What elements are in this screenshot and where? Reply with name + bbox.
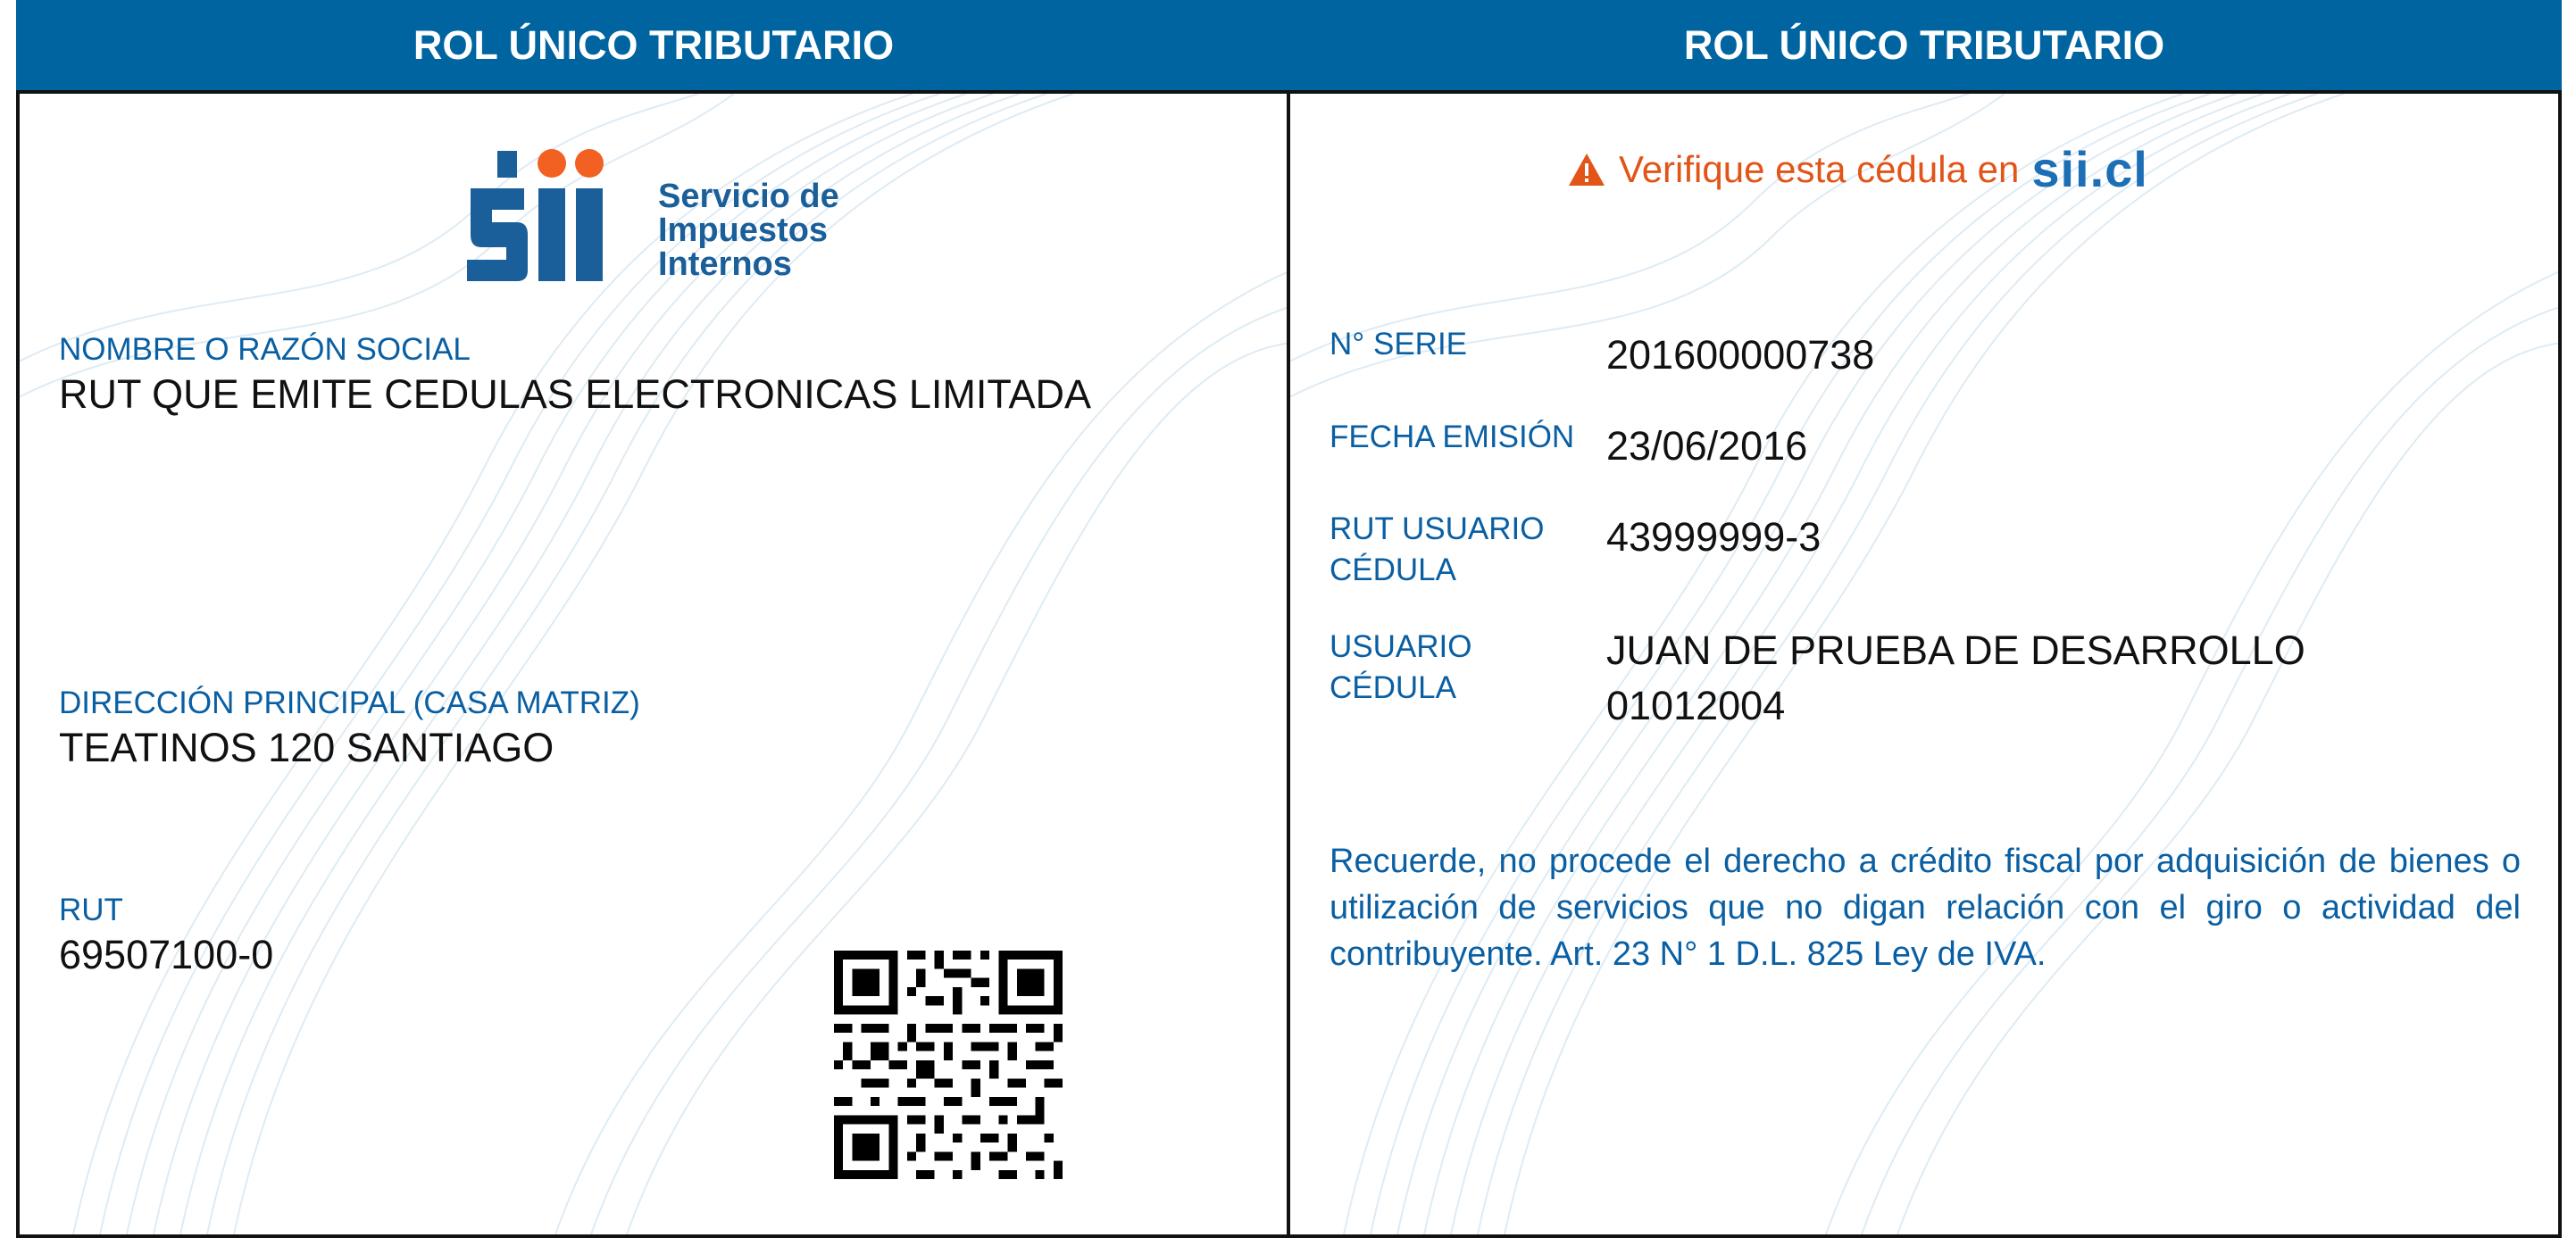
rut-usuario-label-2: CÉDULA	[1330, 553, 1456, 587]
usuario-label: USUARIO	[1330, 629, 1472, 664]
card-body	[16, 90, 1291, 1238]
serie-value: 201600000738	[1606, 332, 1875, 378]
legal-note: Recuerde, no procede el derecho a crédito fiscal por adquisición de bienes o utilización de servicios que no digan relación con el giro o actividad del contribuyente. Art. 23 N° 1 D.L. 825 Ley de IVA.	[1330, 843, 2521, 973]
card-body	[1287, 90, 2562, 1238]
fecha-emision-label: FECHA EMISIÓN	[1330, 420, 1575, 454]
card-header: ROL ÚNICO TRIBUTARIO	[16, 0, 1291, 90]
rut-label: RUT	[59, 893, 123, 927]
rut-usuario-value: 43999999-3	[1606, 514, 1822, 560]
rut-card-back	[1287, 0, 2562, 1238]
rut-value: 69507100-0	[59, 932, 274, 977]
rut-usuario-label: RUT USUARIO	[1330, 511, 1545, 546]
logo-text-line3: Internos	[658, 245, 792, 283]
sii-logo	[462, 145, 881, 288]
address-label: DIRECCIÓN PRINCIPAL (CASA MATRIZ)	[59, 685, 640, 720]
usuario-value: JUAN DE PRUEBA DE DESARROLLO	[1606, 627, 2305, 673]
serie-label: N° SERIE	[1330, 327, 1468, 361]
address-value: TEATINOS 120 SANTIAGO	[59, 725, 554, 770]
logo-text-line2: Impuestos	[658, 212, 829, 249]
warning-triangle-icon	[1567, 152, 1606, 187]
name-value: RUT QUE EMITE CEDULAS ELECTRONICAS LIMITADA	[59, 371, 1092, 417]
name-label: NOMBRE O RAZÓN SOCIAL	[59, 332, 471, 367]
rut-card-front	[16, 0, 1291, 1238]
verify-banner	[1567, 140, 2148, 198]
logo-text	[658, 179, 839, 281]
logo-text-line1: Servicio de	[658, 178, 839, 215]
card-header: ROL ÚNICO TRIBUTARIO	[1287, 0, 2562, 90]
qr-code-icon	[834, 951, 1063, 1179]
fecha-emision-value: 23/06/2016	[1606, 423, 1808, 469]
usuario-label-2: CÉDULA	[1330, 670, 1456, 705]
usuario-value-2: 01012004	[1606, 683, 1786, 728]
sii-logo-icon	[462, 145, 640, 288]
verify-site-link[interactable]: sii.cl	[2031, 141, 2148, 197]
verify-text: Verifique esta cédula en	[1619, 147, 2020, 190]
